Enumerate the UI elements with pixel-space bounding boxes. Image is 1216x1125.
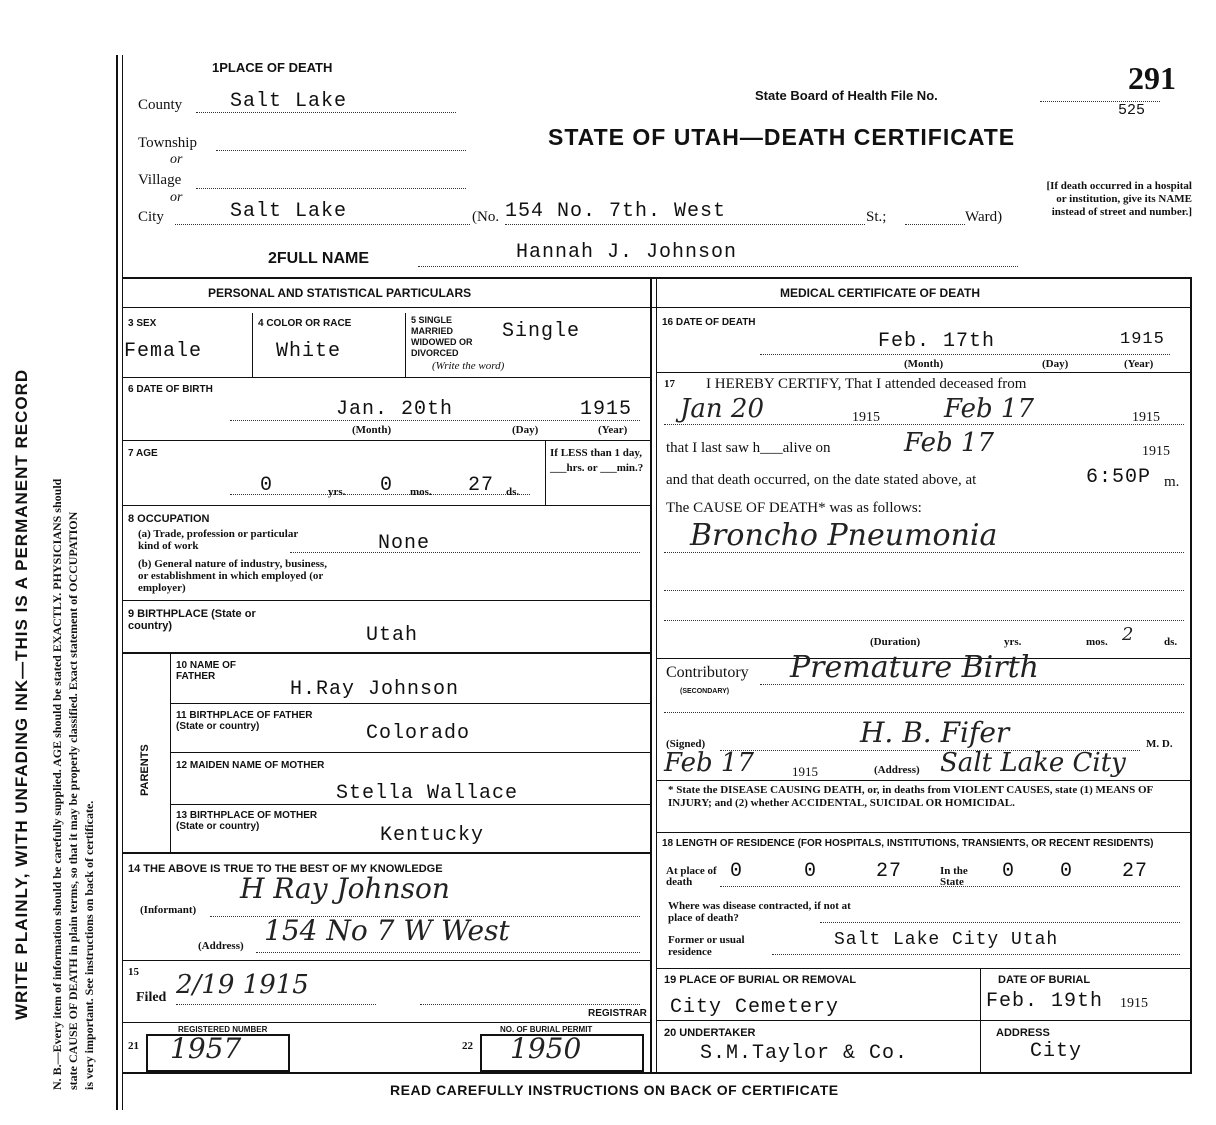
city-value: Salt Lake xyxy=(230,200,348,223)
cause-footnote: * State the DISEASE CAUSING DEATH, or, in deaths from VIOLENT CAUSES, state (1) MEANS OF INJURY; and (2) whether ACCIDENTAL, SUICIDAL OR HOMICIDAL. xyxy=(668,784,1153,809)
rule-row-7 xyxy=(122,505,650,506)
father-value: H.Ray Johnson xyxy=(290,678,460,701)
rule-row-6 xyxy=(122,440,650,441)
contrib-line-2 xyxy=(664,712,1184,713)
full-name-line xyxy=(418,266,1018,267)
color-label: 4 COLOR OR RACE xyxy=(258,318,352,329)
rule-row-9 xyxy=(122,652,650,654)
mother-bp-label: 13 BIRTHPLACE OF MOTHER (State or country) xyxy=(176,810,318,832)
certify-number: 17 xyxy=(664,378,675,390)
age-label: 7 AGE xyxy=(128,448,158,459)
burial-place-label: 19 PLACE OF BURIAL OR REMOVAL xyxy=(664,974,857,986)
center-divider xyxy=(650,277,652,1072)
burial-permit-number: 1950 xyxy=(510,1032,582,1065)
rule-r-19 xyxy=(656,968,1192,969)
rule-r-20 xyxy=(656,1020,1192,1021)
hospital-note: [If death occurred in a hospital or institution, give its NAME instead of street and number.] xyxy=(1046,180,1192,218)
reg-number: 1957 xyxy=(170,1032,242,1065)
city-line xyxy=(175,224,470,225)
footer-instructions: READ CAREFULLY INSTRUCTIONS ON BACK OF CERTIFICATE xyxy=(390,1082,839,1098)
rule-r-16 xyxy=(656,372,1192,373)
age-yrs-label: yrs. xyxy=(328,486,346,498)
street-line xyxy=(505,224,865,225)
dod-line xyxy=(760,354,1170,355)
undertaker-address: City xyxy=(1030,1040,1083,1063)
township-line xyxy=(216,150,466,151)
rule-row-15 xyxy=(122,960,650,961)
reg-22: 22 xyxy=(462,1040,473,1052)
ward-line xyxy=(905,224,965,225)
attended-to-year: 1915 xyxy=(1132,410,1160,425)
board-line xyxy=(1040,101,1160,102)
md-label: M. D. xyxy=(1146,738,1173,750)
filed-date: 2/19 1915 xyxy=(176,970,309,1000)
last-saw-text: that I last saw h___alive on xyxy=(666,440,831,456)
rule-row-3 xyxy=(122,377,650,378)
mother-bp-value: Kentucky xyxy=(380,824,485,847)
occupation-line xyxy=(290,552,640,553)
age-months: 0 xyxy=(380,474,394,497)
filed-label: Filed xyxy=(136,990,167,1005)
informant-address-line xyxy=(256,952,640,953)
rule-sex-color xyxy=(252,313,253,377)
sex-value: Female xyxy=(124,340,203,363)
or-1: or xyxy=(170,152,183,167)
informant-signature: H Ray Johnson xyxy=(240,872,450,905)
instructions-line-3: is very important. See instructions on back of certificate. xyxy=(82,800,96,1090)
signed-address-label: (Address) xyxy=(874,764,920,776)
sex-label: 3 SEX xyxy=(128,318,157,329)
table-bottom xyxy=(122,1072,1192,1074)
village-line xyxy=(196,188,466,189)
instructions-line-2: state CAUSE OF DEATH in plain terms, so that it may be properly classified. Exact statement of OCCUPATION xyxy=(66,511,80,1090)
table-top xyxy=(122,277,1192,279)
certificate-title: STATE OF UTAH—DEATH CERTIFICATE xyxy=(548,124,1016,150)
cause-label: The CAUSE OF DEATH* was as follows: xyxy=(666,500,922,516)
residence-line xyxy=(720,886,1180,887)
rule-row-14 xyxy=(122,852,650,854)
cause-line-3 xyxy=(664,620,1184,621)
res-state-yrs: 0 xyxy=(1002,860,1016,883)
dod-year: 1915 xyxy=(1120,330,1165,349)
registrar-line xyxy=(420,1004,640,1005)
former-label: Former or usual residence xyxy=(668,934,745,958)
dob-month-caption: (Month) xyxy=(352,424,392,436)
street-no-label: (No. xyxy=(472,209,500,225)
contracted-line xyxy=(820,922,1180,923)
physician-address: Salt Lake City xyxy=(940,748,1126,778)
personal-heading: PERSONAL AND STATISTICAL PARTICULARS xyxy=(208,286,472,300)
ward-label: Ward) xyxy=(965,209,1003,225)
rule-row-11 xyxy=(170,752,650,753)
dod-value: Feb. 17th xyxy=(878,330,996,353)
signed-date: Feb 17 xyxy=(664,748,754,778)
left-border xyxy=(116,55,118,1110)
rule-row-21 xyxy=(122,1022,650,1023)
in-state-label: In the State xyxy=(940,865,968,888)
center-divider-2 xyxy=(656,277,657,1072)
occupation-label: 8 OCCUPATION xyxy=(128,513,210,525)
father-bp-value: Colorado xyxy=(366,722,471,745)
dob-year: 1915 xyxy=(580,398,633,421)
last-saw-year: 1915 xyxy=(1142,444,1170,459)
informant-address-label: (Address) xyxy=(198,940,244,952)
res-state-mos: 0 xyxy=(1060,860,1074,883)
burial-place-value: City Cemetery xyxy=(670,996,840,1019)
dob-day-caption: (Day) xyxy=(512,424,539,436)
street-value: 154 No. 7th. West xyxy=(505,200,727,223)
parents-label: PARENTS xyxy=(139,744,151,796)
undertaker-label: 20 UNDERTAKER xyxy=(664,1027,756,1039)
occupation-a: (a) Trade, profession or particular kind of work xyxy=(138,528,299,552)
former-value: Salt Lake City Utah xyxy=(834,930,1059,950)
dob-label: 6 DATE OF BIRTH xyxy=(128,384,213,395)
age-ds-label: ds. xyxy=(506,486,520,498)
cause-line-2 xyxy=(664,590,1184,591)
color-value: White xyxy=(276,340,342,363)
file-number: 291 xyxy=(1128,60,1176,96)
filed-number: 15 xyxy=(128,966,139,978)
signed-label: (Signed) xyxy=(666,738,706,750)
attended-from: Jan 20 xyxy=(680,394,765,424)
mother-label: 12 MAIDEN NAME OF MOTHER xyxy=(176,760,325,771)
burial-date-label: DATE OF BURIAL xyxy=(998,974,1091,986)
res-place-mos: 0 xyxy=(804,860,818,883)
duration-ds: ds. xyxy=(1164,636,1178,648)
rule-parents xyxy=(170,654,171,852)
rule-row-8 xyxy=(122,600,650,601)
reg-21: 21 xyxy=(128,1040,139,1052)
or-2: or xyxy=(170,190,183,205)
res-place-ds: 27 xyxy=(876,860,903,883)
where-contracted: Where was disease contracted, if not at place of death? xyxy=(668,900,851,924)
filed-line xyxy=(176,1004,376,1005)
attended-from-year: 1915 xyxy=(852,410,880,425)
secondary-label: (SECONDARY) xyxy=(680,688,730,695)
res-state-ds: 27 xyxy=(1122,860,1149,883)
rule-r-signed xyxy=(656,780,1192,781)
mother-value: Stella Wallace xyxy=(336,782,519,805)
dod-day-caption: (Day) xyxy=(1042,358,1069,370)
age-years: 0 xyxy=(260,474,274,497)
attended-to: Feb 17 xyxy=(944,394,1034,424)
res-place-yrs: 0 xyxy=(730,860,744,883)
physician-signature: H. B. Fifer xyxy=(860,716,1010,749)
left-border-inner xyxy=(122,55,123,1110)
at-place-label: At place of death xyxy=(666,865,717,888)
city-label: City xyxy=(138,209,164,225)
informant-address: 154 No 7 W West xyxy=(264,914,510,947)
birthplace-label: 9 BIRTHPLACE (State or country) xyxy=(128,608,256,632)
contributory-value: Premature Birth xyxy=(790,650,1039,685)
reg-number-label: REGISTERED NUMBER xyxy=(178,1025,268,1034)
burial-date-value: Feb. 19th xyxy=(986,990,1104,1013)
father-bp-label: 11 BIRTHPLACE OF FATHER (State or country) xyxy=(176,710,313,732)
undertaker-address-label: ADDRESS xyxy=(996,1027,1050,1039)
table-heading-rule xyxy=(122,307,1192,308)
above-true-label: 14 THE ABOVE IS TRUE TO THE BEST OF MY KNOWLEDGE xyxy=(128,863,443,875)
marital-note: (Write the word) xyxy=(432,360,505,372)
village-label: Village xyxy=(138,172,182,188)
county-label: County xyxy=(138,97,183,113)
township-label: Township xyxy=(138,135,197,151)
dod-month-caption: (Month) xyxy=(904,358,944,370)
full-name-label: 2FULL NAME xyxy=(268,250,370,267)
occurred-text: and that death occurred, on the date stated above, at xyxy=(666,472,977,488)
certify-text: I HEREBY CERTIFY, That I attended deceased from xyxy=(706,376,1027,392)
dob-value: Jan. 20th xyxy=(336,398,454,421)
dod-label: 16 DATE OF DEATH xyxy=(662,317,756,328)
medical-heading: MEDICAL CERTIFICATE OF DEATH xyxy=(780,286,980,300)
county-value: Salt Lake xyxy=(230,90,348,113)
right-border xyxy=(1190,277,1192,1074)
board-label: State Board of Health File No. xyxy=(755,88,938,103)
burial-permit-label: NO. OF BURIAL PERMIT xyxy=(500,1025,593,1034)
birthplace-value: Utah xyxy=(366,624,419,647)
informant-label: (Informant) xyxy=(140,904,197,916)
instructions-line-1: N. B.—Every item of information should be carefully supplied. AGE should be stated EXACTLY. PHYSICIANS should xyxy=(50,478,64,1090)
marital-value: Single xyxy=(502,320,581,343)
rule-row-10 xyxy=(170,703,650,704)
contributory-label: Contributory xyxy=(666,664,749,681)
residence-label: 18 LENGTH OF RESIDENCE (FOR HOSPITALS, INSTITUTIONS, TRANSIENTS, OR RECENT RESIDENTS) xyxy=(662,838,1154,849)
last-saw-date: Feb 17 xyxy=(904,428,994,458)
cause-value: Broncho Pneumonia xyxy=(690,518,998,553)
attended-line xyxy=(664,424,1184,425)
rule-less-than xyxy=(545,441,546,505)
duration-yrs: yrs. xyxy=(1004,636,1022,648)
signed-year: 1915 xyxy=(792,764,818,779)
rule-r-18 xyxy=(656,832,1192,833)
registrar-label: REGISTRAR xyxy=(588,1008,647,1019)
less-than-label: If LESS than 1 day, ___hrs. or ___min.? xyxy=(550,447,644,474)
st-label: St.; xyxy=(866,209,887,225)
permanent-record-note: WRITE PLAINLY, WITH UNFADING INK—THIS IS A PERMANENT RECORD xyxy=(12,368,31,1020)
marital-label: 5 SINGLE MARRIED WIDOWED OR DIVORCED xyxy=(411,315,473,358)
rule-color-marital xyxy=(405,313,406,377)
age-days: 27 xyxy=(468,474,495,497)
dob-year-caption: (Year) xyxy=(598,424,628,436)
m-label: m. xyxy=(1164,474,1180,490)
occupation-b: (b) General nature of industry, business, or establishment in which employed (or employer) xyxy=(138,558,327,594)
occupation-value: None xyxy=(378,532,431,555)
full-name-value: Hannah J. Johnson xyxy=(516,241,738,264)
duration-value: 2 xyxy=(1122,624,1134,645)
age-mos-label: mos. xyxy=(410,486,432,498)
dod-year-caption: (Year) xyxy=(1124,358,1154,370)
duration-label: (Duration) xyxy=(870,636,921,648)
former-line xyxy=(772,954,1180,955)
place-of-death-label: 1PLACE OF DEATH xyxy=(212,60,333,75)
father-label: 10 NAME OF FATHER xyxy=(176,660,237,682)
death-time: 6:50P xyxy=(1086,466,1152,489)
undertaker-value: S.M.Taylor & Co. xyxy=(700,1042,909,1065)
file-subnumber: 525 xyxy=(1118,102,1146,119)
burial-year: 1915 xyxy=(1120,996,1148,1011)
duration-mos: mos. xyxy=(1086,636,1108,648)
